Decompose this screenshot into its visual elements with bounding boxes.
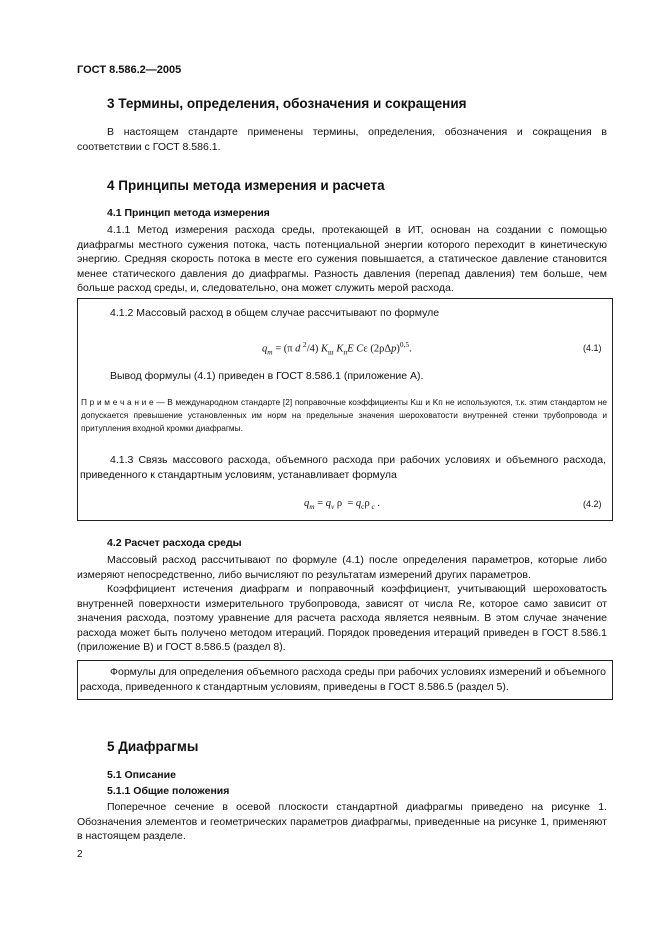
section-3-text: В настоящем стандарте применены термины, определения, обозначения и сокращения в соответствии с ГОСТ 8.586.1.	[77, 126, 607, 153]
formula-4-2: $q_m = q_v$ $\rho = q_c\rho$ $_c$ .	[304, 498, 381, 512]
section-5-1-heading: 5.1 Описание	[107, 769, 176, 781]
page-number: 2	[77, 849, 83, 860]
paragraph-4-1-2: 4.1.2 Массовый расход в общем случае рассчитывают по формуле	[110, 307, 440, 319]
section-4-1-heading: 4.1 Принцип метода измерения	[107, 207, 270, 219]
formula-4-2-number: (4.2)	[583, 499, 602, 509]
document-code: ГОСТ 8.586.2—2005	[77, 64, 182, 76]
paragraph-4-2-1: Массовый расход рассчитывают по формуле (4.1) после определения параметров, которые либо измеряют непосредственно, либо вычисляют по результатам измерений других параметров.	[77, 554, 607, 581]
section-3-heading: 3 Термины, определения, обозначения и сокращения	[107, 96, 467, 111]
note	[81, 396, 607, 435]
note-label: П р и м е ч а н и е —	[81, 397, 165, 407]
paragraph-4-1-1: 4.1.1 Метод измерения расхода среды, протекающей в ИТ, основан на создании с помощью диафрагмы местного сужения потока, часть потенциальной энергии которого переходит в кинетическую энергию. Средняя скорость потока в месте его сужения повышается, а статическое давление становится менее статического давления до диафрагмы. Разность давления (перепад давления) тем больше, чем больше расход среды, и, следовательно, она может служить мерой расхода.	[77, 224, 607, 295]
paragraph-4-2-boxed: Формулы для определения объемного расхода среды при рабочих условиях измерений и объемного расхода, приведенного к стандартным условиям, приведены в ГОСТ 8.586.5 (раздел 5).	[80, 666, 606, 693]
paragraph-4-2-2: Коэффициент истечения диафрагм и поправочный коэффициент, учитывающий шероховатость внутренней поверхности измерительного трубопровода, зависят от числа Re, которое само зависит от значения расхода, поэтому уравнение для расчета расхода является неявным. В этом случае значение расхода может быть получено методом итераций. Порядок проведения итераций приведен в ГОСТ 8.586.1 (приложение В) и ГОСТ 8.586.5 (раздел 8).	[77, 583, 607, 654]
section-5-heading: 5 Диафрагмы	[107, 739, 199, 754]
section-5-1-1-heading: 5.1.1 Общие положения	[107, 785, 230, 797]
note-text: В международном стандарте [2] поправочные коэффициенты Kш и Kп не используются, т.к. этим стандартом не допускается превышение установленных им норм на предельные значения шероховатости внутренней стенки трубопровода и притупления входной кромки диафрагмы.	[81, 397, 607, 433]
paragraph-5-1-1: Поперечное сечение в осевой плоскости стандартной диафрагмы приведено на рисунке 1. Обозначения элементов и геометрических параметров диафрагмы, приведенные на рисунке 1, применяют в настоящем разделе.	[77, 801, 607, 843]
derivation-text: Вывод формулы (4.1) приведен в ГОСТ 8.586.1 (приложение А).	[110, 370, 424, 382]
formula-4-1: $q_m = (\pi$ d $^2$/4) $K_ш$ $K_пE$ Cε $(2\rho\Delta p)^{0,5}$.	[262, 340, 412, 357]
formula-4-1-number: (4.1)	[583, 343, 602, 353]
amendment-box-4-2	[77, 660, 613, 700]
section-4-2-heading: 4.2 Расчет расхода среды	[107, 537, 242, 549]
paragraph-4-1-3: 4.1.3 Связь массового расхода, объемного расхода при рабочих условиях и объемного расхода, приведенного к стандартным условиям, устанавливает формула	[80, 454, 606, 481]
amendment-box-4-1	[77, 298, 613, 521]
section-4-heading: 4 Принципы метода измерения и расчета	[107, 178, 385, 193]
